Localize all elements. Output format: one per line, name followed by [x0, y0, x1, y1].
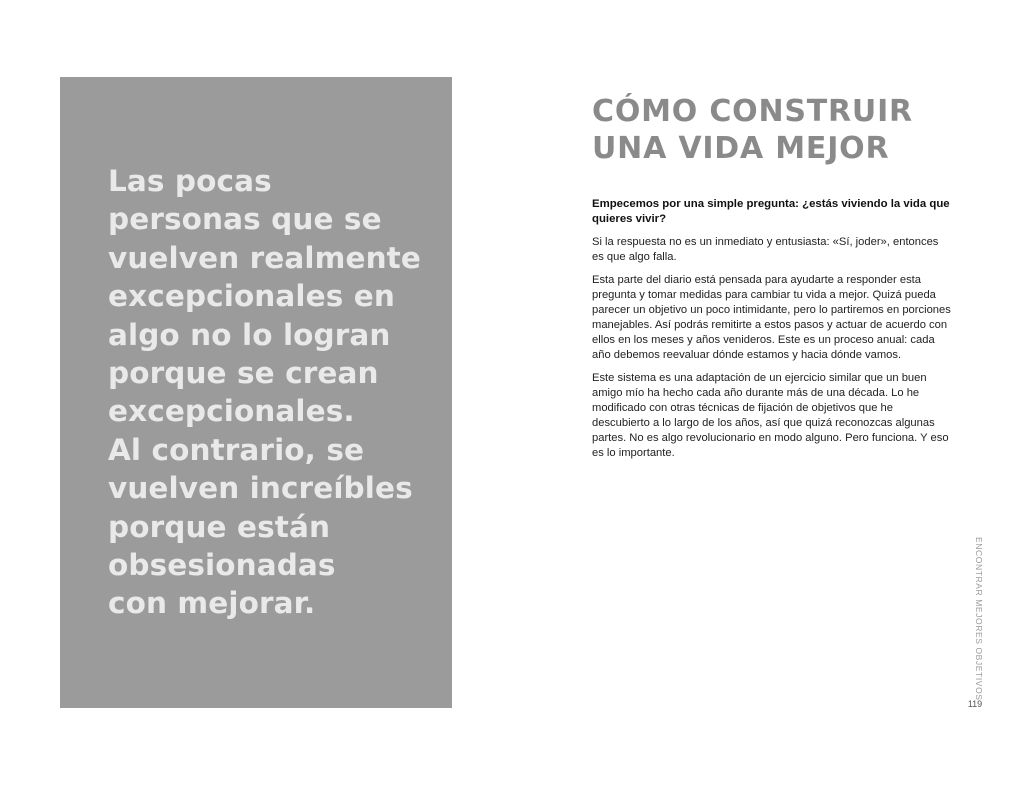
right-page-content [592, 93, 952, 461]
body-paragraph-3: Este sistema es una adaptación de un ejercicio similar que un buen amigo mío ha hecho cada año durante más de una década. Lo he modificado con otras técnicas de fijación de objetivos que he descubierto a lo largo de los años, así que quizá reconozcas algunas partes. No es algo revolucionario en modo alguno. Pero funciona. Y eso es lo importante. [592, 372, 949, 459]
page-number: 119 [967, 699, 983, 709]
quote-panel [60, 77, 452, 708]
pull-quote: Las pocas personas que se vuelven realmente excepcionales en algo no lo logran porque se crean excepcionales. Al contrario, se vuelven increíbles porque están obsesionadas con mejorar. [108, 164, 421, 621]
body-paragraph-1: Si la respuesta no es un inmediato y entusiasta: «Sí, joder», entonces es que algo falla. [592, 236, 939, 263]
running-head: ENCONTRAR MEJORES OBJETIVOS [974, 537, 984, 701]
body-paragraph-2: Esta parte del diario está pensada para ayudarte a responder esta pregunta y tomar medidas para cambiar tu vida a mejor. Quizá pueda parecer un objetivo un poco intimidante, pero lo partiremos en porciones manejables. Así podrás remitirte a estos pasos y actuar de acuerdo con ellos en los meses y años venideros. Este es un proceso anual: cada año debemos reevaluar dónde estamos y hacia dónde vamos. [592, 274, 951, 361]
lead-paragraph: Empecemos por una simple pregunta: ¿estás viviendo la vida que quieres vivir? [592, 198, 950, 225]
chapter-title: CÓMO CONSTRUIR UNA VIDA MEJOR [592, 94, 913, 166]
